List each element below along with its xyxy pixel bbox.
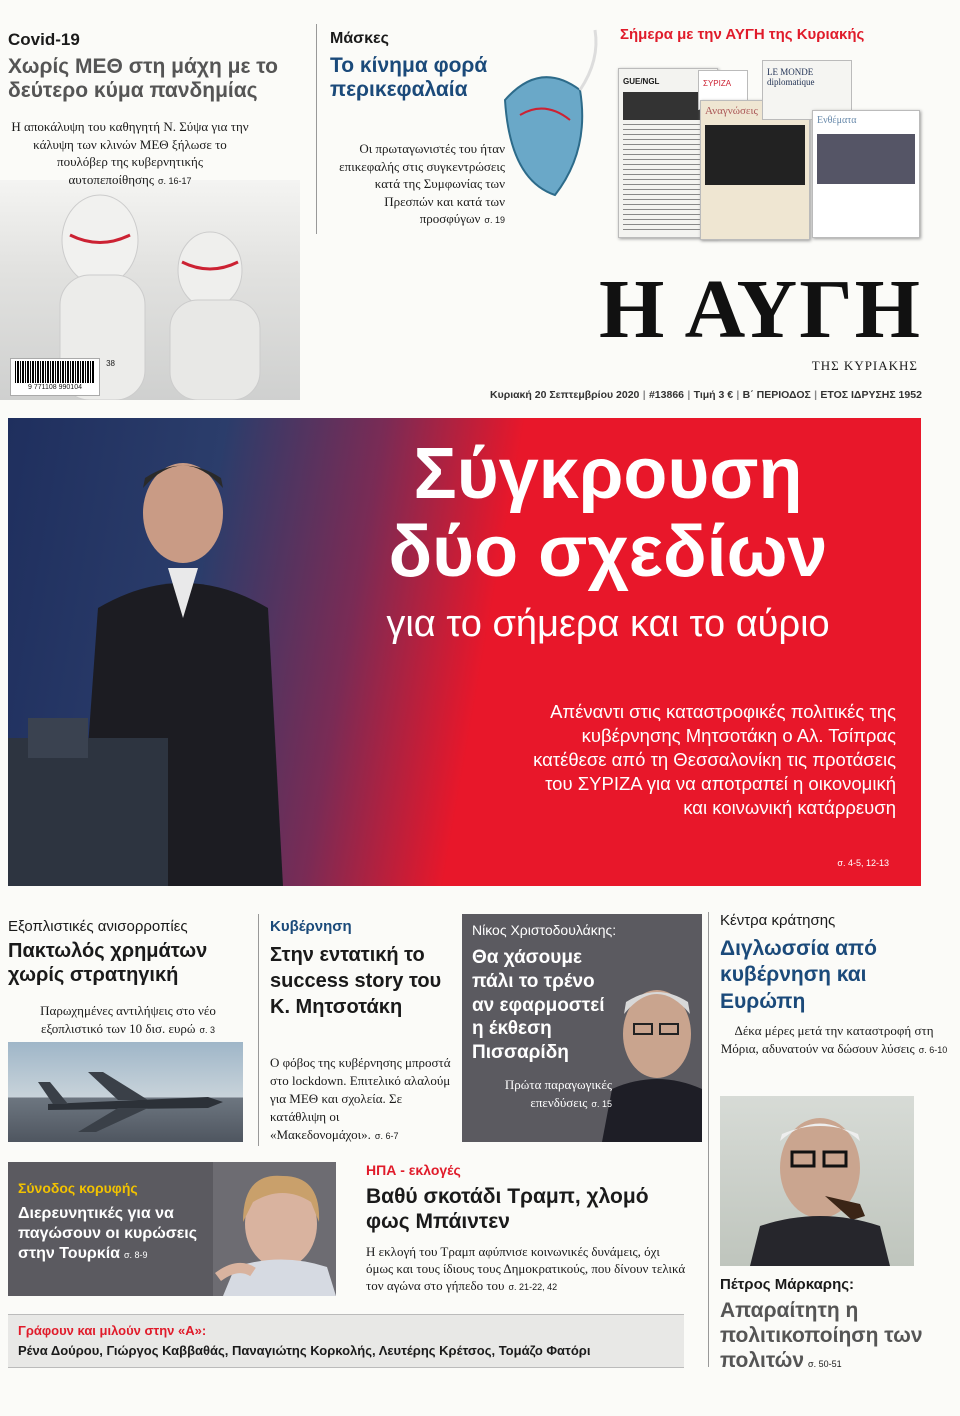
lead-body: Απέναντι στις καταστροφικές πολιτικές της κυβέρνησης Μητσοτάκη ο Αλ. Τσίπρας κατέθεσε από τη Θεσσαλονίκη τις προτάσεις του ΣΥΡΙΖΑ για να αποτραπεί η οικονομική και κοινωνική κατάρρευση — [533, 701, 896, 819]
cover-monde-title: LE MONDE diplomatique — [767, 67, 815, 87]
lead-subtitle: για το σήμερα και το αύριο — [386, 603, 830, 645]
usa-body-text: Η εκλογή του Τραμπ αφύπνισε κοινωνικές δυνάμεις, όχι όμως και τους ίδιους τους Δημοκρατικούς, που δίνουν τελικά τον αγώνα στο γήπεδο του — [366, 1244, 686, 1293]
cover-anagnoseis-image — [705, 125, 805, 185]
markaris-ref: σ. 50-51 — [808, 1359, 842, 1370]
dateline — [490, 386, 922, 404]
summit-story[interactable] — [8, 1162, 336, 1296]
divider — [316, 24, 317, 234]
cover-enthemata-image — [817, 134, 915, 184]
barcode-suffix: 38 — [106, 359, 115, 368]
lead-title-1: Σύγκρουση — [413, 434, 803, 514]
detention-story[interactable] — [712, 908, 952, 1088]
gov-kicker: Κυβέρνηση — [270, 918, 352, 935]
covid-kicker: Covid-19 — [8, 30, 80, 49]
christo-story[interactable] — [462, 914, 702, 1142]
barcode-number: 9 771108 990104 — [28, 384, 82, 391]
date: Κυριακή 20 Σεπτεμβρίου 2020 — [490, 389, 640, 401]
lead-story[interactable] — [8, 418, 921, 886]
detention-headline: Διγλωσσία από κυβέρνηση και Ευρώπη — [720, 937, 877, 1013]
markaris-headline-wrap — [720, 1298, 950, 1374]
price: Τιμή 3 € — [693, 389, 734, 401]
jet-photo — [8, 1042, 243, 1142]
divider — [708, 912, 709, 1367]
gov-headline: Στην εντατική το success story του Κ. Μητσοτάκη — [270, 944, 442, 1018]
cover-anagnoseis-title: Αναγνώσεις — [705, 105, 758, 117]
cover-anagnoseis[interactable] — [700, 100, 810, 240]
arms-ref: σ. 3 — [199, 1024, 215, 1035]
christo-body — [472, 1076, 612, 1111]
gov-body — [270, 1054, 452, 1144]
covid-story[interactable] — [0, 0, 300, 400]
masks-story[interactable] — [320, 0, 610, 240]
writers-names: Ρένα Δούρου, Γιώργος Καββαθάς, Παναγιώτης Κορκολής, Λευτέρης Κρέτσος, Τομάζο Φατόρι — [18, 1343, 591, 1358]
sep: | — [736, 389, 740, 401]
covid-ref: σ. 16-17 — [157, 175, 192, 186]
barcode — [10, 358, 115, 396]
writers-bar — [8, 1314, 684, 1368]
cover-gue-title: GUE/NGL — [623, 77, 660, 86]
lead-title-2: δύο σχεδίων — [388, 512, 828, 592]
arms-story[interactable] — [0, 912, 255, 1152]
markaris-kicker: Πέτρος Μάρκαρης: — [720, 1276, 855, 1293]
sep: | — [814, 389, 818, 401]
barcode-bars — [15, 361, 95, 383]
markaris-story[interactable] — [712, 1270, 952, 1380]
usa-kicker: ΗΠΑ - εκλογές — [366, 1162, 461, 1178]
summit-ref: σ. 8-9 — [123, 1250, 148, 1260]
masthead — [470, 263, 950, 388]
cover-enthemata[interactable] — [812, 110, 920, 238]
period: Β΄ ΠΕΡΙΟΔΟΣ — [742, 389, 811, 401]
masks-kicker: Μάσκες — [330, 30, 389, 47]
arms-headline: Πακτωλός χρημάτων χωρίς στρατηγική — [8, 940, 208, 986]
gov-ref: σ. 6-7 — [374, 1130, 399, 1141]
markaris-headline: Απαραίτητη η πολιτικοποίηση των πολιτών — [720, 1299, 923, 1373]
detention-body — [720, 1022, 948, 1057]
arms-body-text: Παρωχημένες αντιλήψεις στο νέο εξοπλιστικό των 10 δισ. ευρώ — [40, 1003, 216, 1036]
christo-photo — [602, 964, 702, 1142]
masks-body-text: Οι πρωταγωνιστές του ήταν επικεφαλής στις συγκεντρώσεις κατά της Συμφωνίας των Πρεσπών και κατά των προσφύγων — [339, 141, 505, 227]
detention-body-text: Δέκα μέρες μετά την καταστροφή στη Μόρια, αδυνατούν να δώσουν λύσεις — [720, 1023, 934, 1056]
masthead-title: Η ΑΥΓΗ — [598, 263, 922, 356]
covid-body — [8, 118, 252, 188]
masthead-subtitle: ΤΗΣ ΚΥΡΙΑΚΗΣ — [811, 358, 918, 373]
masks-headline[interactable]: Το κίνημα φορά περικεφαλαία — [330, 54, 488, 101]
founded: ΕΤΟΣ ΙΔΡΥΣΗΣ 1952 — [820, 389, 922, 401]
masks-ref: σ. 19 — [484, 215, 505, 226]
gov-body-text: Ο φόβος της κυβέρνησης μπροστά στο lockdown. Επιτελικό αλαλούμ για ΜΕΘ και σχολεία. Σε κατάθλιψη οι «Μακεδονομάχοι». — [270, 1055, 451, 1142]
cover-syriza-title: ΣΥΡΙΖΑ — [703, 79, 732, 88]
lead-ref: σ. 4-5, 12-13 — [837, 858, 889, 868]
usa-ref: σ. 21-22, 42 — [508, 1281, 558, 1292]
detention-kicker: Κέντρα κράτησης — [720, 912, 836, 929]
divider — [258, 914, 259, 1146]
usa-story[interactable] — [350, 1160, 686, 1300]
markaris-photo — [720, 1096, 914, 1266]
summit-headline: Διερευνητικές για να παγώσουν οι κυρώσεις στην Τουρκία — [18, 1205, 198, 1262]
sunday-supplements[interactable] — [612, 0, 958, 260]
covid-body-text: Η αποκάλυψη του καθηγητή Ν. Σύψα για την κάλυψη των κλινών ΜΕΘ ξήλωσε το πουλόβερ της κυβερνητικής αυτοπεποίθησης — [11, 119, 249, 187]
gov-story[interactable] — [262, 912, 454, 1152]
issue: #13866 — [648, 389, 685, 401]
summit-headline-wrap — [18, 1204, 208, 1264]
usa-body — [366, 1244, 690, 1295]
usa-headline: Βαθύ σκοτάδι Τραμπ, χλομό φως Μπάιντεν — [366, 1185, 649, 1234]
sep: | — [642, 389, 646, 401]
cover-enthemata-title: Ενθέματα — [817, 115, 857, 126]
christo-ref: σ. 15 — [591, 1098, 612, 1109]
arms-body — [8, 1002, 248, 1037]
christo-headline: Θα χάσουμε πάλι το τρένο αν εφαρμοστεί η έκθεση Πισσαρίδη — [472, 947, 605, 1063]
summit-kicker: Σύνοδος κορυφής — [18, 1180, 138, 1196]
covid-headline[interactable]: Χωρίς ΜΕΘ στη μάχη με το δεύτερο κύμα πανδημίας — [8, 55, 278, 103]
arms-kicker: Εξοπλιστικές ανισορροπίες — [8, 918, 188, 935]
tsipras-photo — [8, 418, 308, 886]
sep: | — [687, 389, 691, 401]
sunday-title: Σήμερα με την ΑΥΓΗ της Κυριακής — [620, 26, 865, 43]
detention-ref: σ. 6-10 — [918, 1044, 948, 1055]
writers-kicker: Γράφουν και μιλούν στην «Α»: — [18, 1323, 207, 1338]
christo-body-text: Πρώτα παραγωγικές επενδύσεις — [504, 1077, 612, 1110]
christo-kicker: Νίκος Χριστοδουλάκης: — [472, 922, 617, 938]
masks-body — [330, 140, 505, 228]
merkel-photo — [213, 1162, 336, 1296]
